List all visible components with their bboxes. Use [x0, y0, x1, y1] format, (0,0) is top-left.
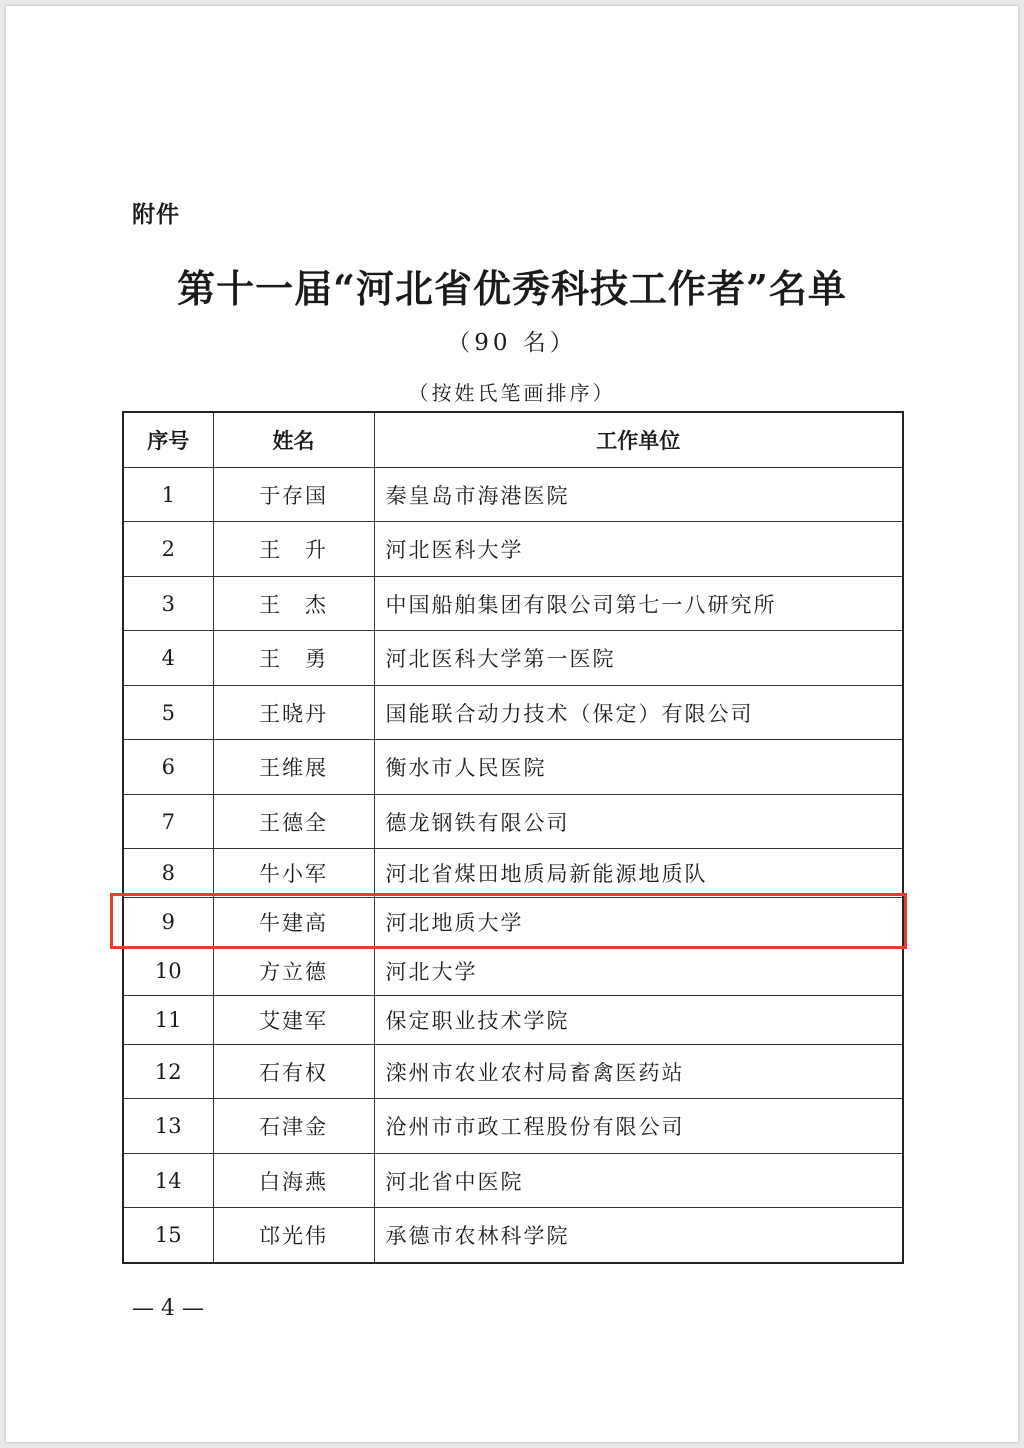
row-name: 石津金: [213, 1099, 374, 1154]
row-number: 11: [123, 996, 213, 1045]
row-name: 于存国: [213, 468, 374, 522]
header-number: 序号: [123, 412, 213, 468]
row-organization: 秦皇岛市海港医院: [374, 468, 903, 522]
row-organization: 滦州市农业农村局畜禽医药站: [374, 1045, 903, 1099]
row-organization: 国能联合动力技术（保定）有限公司: [374, 686, 903, 740]
row-organization: 承德市农林科学院: [374, 1208, 903, 1263]
row-number: 15: [123, 1208, 213, 1263]
table-header-row: [123, 412, 903, 468]
table-row: [123, 947, 903, 996]
table-row: [123, 1045, 903, 1099]
table-row: [123, 849, 903, 898]
attachment-label: 附件: [132, 202, 180, 228]
row-organization: 德龙钢铁有限公司: [374, 795, 903, 849]
document-title: 第十一届“河北省优秀科技工作者”名单: [177, 266, 847, 311]
table-row: [123, 468, 903, 522]
row-name: 王 勇: [213, 631, 374, 686]
table-row: [123, 686, 903, 740]
row-organization: 中国船舶集团有限公司第七一八研究所: [374, 577, 903, 631]
row-number: 6: [123, 740, 213, 795]
row-number: 5: [123, 686, 213, 740]
row-number: 7: [123, 795, 213, 849]
header-organization: 工作单位: [374, 412, 903, 468]
table-row: [123, 1099, 903, 1154]
row-organization: 河北医科大学第一医院: [374, 631, 903, 686]
row-number: 4: [123, 631, 213, 686]
row-number: 2: [123, 522, 213, 577]
table-row: [123, 1154, 903, 1208]
row-number: 9: [123, 898, 213, 947]
header-name: 姓名: [213, 412, 374, 468]
table-row: [123, 1208, 903, 1263]
row-number: 1: [123, 468, 213, 522]
row-organization: 河北地质大学: [374, 898, 903, 947]
row-number: 8: [123, 849, 213, 898]
row-name: 石有权: [213, 1045, 374, 1099]
row-name: 艾建军: [213, 996, 374, 1045]
row-name: 王 升: [213, 522, 374, 577]
table-row: [123, 522, 903, 577]
row-name: 白海燕: [213, 1154, 374, 1208]
row-organization: 保定职业技术学院: [374, 996, 903, 1045]
page-number: — 4 —: [132, 1296, 204, 1321]
row-number: 13: [123, 1099, 213, 1154]
row-name: 方立德: [213, 947, 374, 996]
row-number: 12: [123, 1045, 213, 1099]
table-row: [123, 795, 903, 849]
row-organization: 河北省中医院: [374, 1154, 903, 1208]
count-line: （90 名）: [447, 330, 577, 356]
table-row: [123, 577, 903, 631]
row-organization: 河北医科大学: [374, 522, 903, 577]
row-organization: 衡水市人民医院: [374, 740, 903, 795]
row-name: 王维展: [213, 740, 374, 795]
row-number: 14: [123, 1154, 213, 1208]
row-name: 牛建高: [213, 898, 374, 947]
row-organization: 河北省煤田地质局新能源地质队: [374, 849, 903, 898]
row-number: 10: [123, 947, 213, 996]
row-name: 邙光伟: [213, 1208, 374, 1263]
roster-table: [122, 411, 904, 1264]
row-organization: 沧州市市政工程股份有限公司: [374, 1099, 903, 1154]
row-name: 王 杰: [213, 577, 374, 631]
table-row: [123, 740, 903, 795]
row-name: 王晓丹: [213, 686, 374, 740]
table-row: [123, 631, 903, 686]
table-row-highlighted: [123, 898, 903, 947]
row-organization: 河北大学: [374, 947, 903, 996]
row-name: 王德全: [213, 795, 374, 849]
row-number: 3: [123, 577, 213, 631]
order-note: （按姓氏笔画排序）: [408, 381, 616, 405]
table-row: [123, 996, 903, 1045]
row-name: 牛小军: [213, 849, 374, 898]
